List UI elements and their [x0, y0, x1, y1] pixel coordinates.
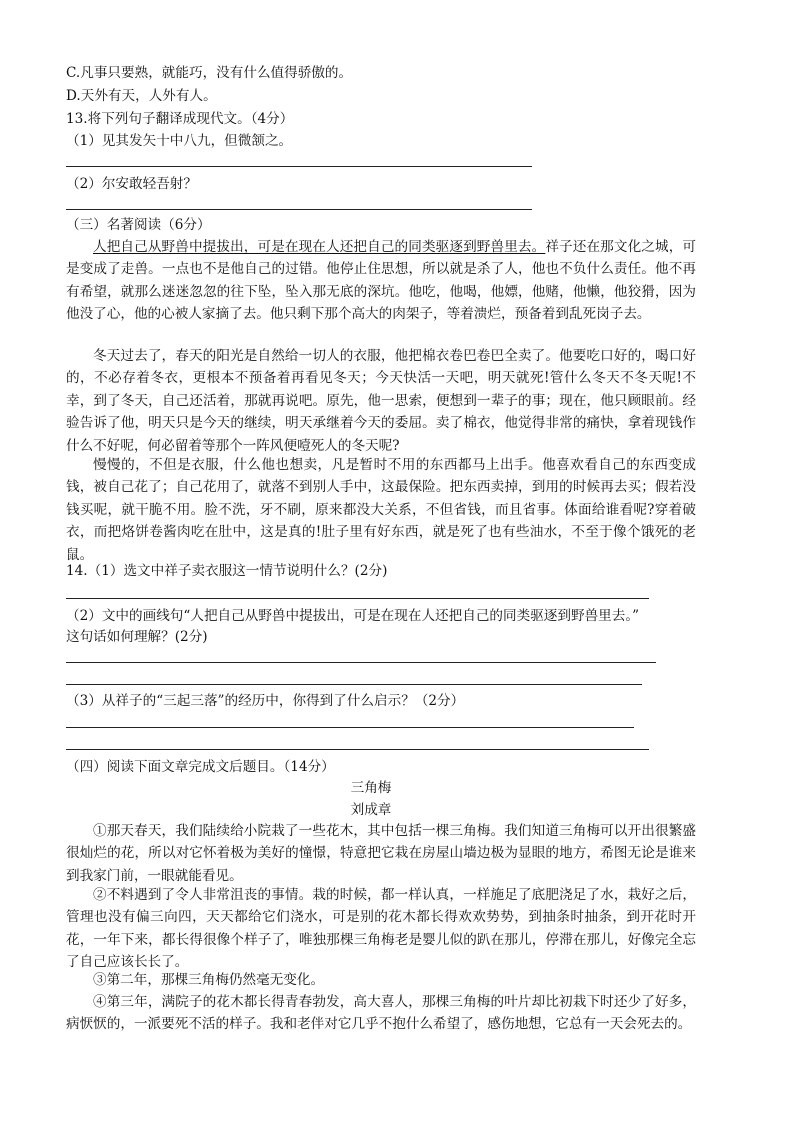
article-paragraph-3: ③第二年，那棵三角梅仍然毫无变化。	[93, 972, 325, 988]
question-13-sentence-1: （1）见其发矢十中八九，但微颔之。	[66, 133, 293, 149]
answer-line	[66, 166, 532, 167]
answer-line	[66, 598, 649, 599]
question-14-part-3: （3）从祥子的“三起三落”的经历中，你得到了什么启示？（2分）	[66, 693, 465, 709]
paragraph-text: 祥子还在那文化之城，可是变成了走兽。一点也不是他自己的过错。他停止住思想，所以就是杀了人，他也不负什么责任。他不再有希望，就那么迷迷忽忽的往下坠，坠入那无底的深坑。他吃，他喝，他嫖，他赌，他懒，他狡猾，因为他没了心，他的心被人家摘了去。他只剩下那个高大的肉架子，等着溃烂，预备着到乱死岗子去。	[66, 239, 697, 323]
answer-line	[66, 209, 532, 210]
section-4-title: （四）阅读下面文章完成文后题目。（14分）	[66, 759, 335, 775]
question-13-title: 13.将下列句子翻译成现代文。（4分）	[66, 111, 294, 127]
section-3-paragraph-2: 冬天过去了，春天的阳光是自然给一切人的衣服，他把棉衣卷巴卷巴全卖了。他要吃口好的，喝口好的，不必存着冬衣，更根本不预备着再看见冬天；今天快活一天吧，明天就死!管什么冬天不冬天呢!不幸，到了冬天，自己还活着，那就再说吧。原先，他一思索，便想到一辈子的事；现在，他只顾眼前。经验告诉了他，明天只是今天的继续，明天承继着今天的委屈。卖了棉衣，他觉得非常的痛快，拿着现钱作什么不好呢，何必留着等那个一阵风便噎死人的冬天呢?	[66, 348, 696, 454]
question-14-part-2-line-2: 这句话如何理解？(2分)	[66, 629, 208, 645]
article-author: 刘成章	[350, 802, 392, 818]
section-3-paragraph-3: 慢慢的，不但是衣服，什么他也想卖，凡是暂时不用的东西都马上出手。他喜欢看自己的东西变成钱，被自己花了；自己花用了，就落不到别人手中，这最保险。把东西卖掉，到用的时候再去买；假若没钱买呢，就干脆不用。脸不洗，牙不刷，原来都没大关系，不但省钱，而且省事。体面给谁看呢?穿着破衣，而把烙饼卷酱肉吃在肚中，这是真的!肚子里有好东西，就是死了也有些油水，不至于像个饿死的老鼠。	[66, 457, 696, 563]
question-14-part-2-line-1: （2）文中的画线句“人把自己从野兽中提拔出，可是在现在人还把自己的同类驱逐到野兽里去。”	[66, 608, 640, 624]
answer-line	[66, 684, 642, 685]
question-14-part-1: 14.（1）选文中祥子卖衣服这一情节说明什么？(2分)	[66, 563, 388, 579]
question-13-sentence-2: （2）尔安敢轻吾射？	[66, 176, 197, 192]
article-title: 三角梅	[350, 780, 392, 796]
article-paragraph-2: ②不料遇到了令人非常沮丧的事情。栽的时候，都一样认真，一样施足了底肥浇足了水，栽好之后，管理也没有偏三向四，天天都给它们浇水，可是别的花木都长得欢欢势势，到抽条时抽条，到开花时开花，一年下来，都长得很像个样子了，唯独那棵三角梅老是婴儿似的趴在那儿，停滞在那儿，好像完全忘了自己应该长长了。	[66, 887, 696, 971]
answer-line	[66, 662, 656, 663]
underlined-sentence: 人把自己从野兽中提拔出，可是在现在人还把自己的同类驱逐到野兽里去。	[93, 239, 546, 255]
answer-line	[66, 749, 649, 750]
option-d: D.天外有天，人外有人。	[66, 88, 217, 104]
article-paragraph-4: ④第三年，满院子的花木都长得青春勃发，高大喜人，那棵三角梅的叶片却比初栽下时还少了好多，病恹恹的，一派要死不活的样子。我和老伴对它几乎不抱什么希望了，感伤地想，它总有一天会死去的。	[66, 994, 696, 1033]
article-paragraph-1: ①那天春天，我们陆续给小院栽了一些花木，其中包括一棵三角梅。我们知道三角梅可以开出很繁盛很灿烂的花，所以对它怀着极为美好的憧憬，特意把它栽在房屋山墙边极为显眼的地方，希图无论是谁来到我家门前，一眼就能看见。	[66, 823, 696, 884]
answer-line	[66, 727, 634, 728]
section-3-title: （三）名著阅读（6分）	[66, 217, 211, 233]
option-c: C.凡事只要熟，就能巧，没有什么值得骄傲的。	[66, 65, 353, 81]
section-3-paragraph-1	[66, 236, 696, 326]
